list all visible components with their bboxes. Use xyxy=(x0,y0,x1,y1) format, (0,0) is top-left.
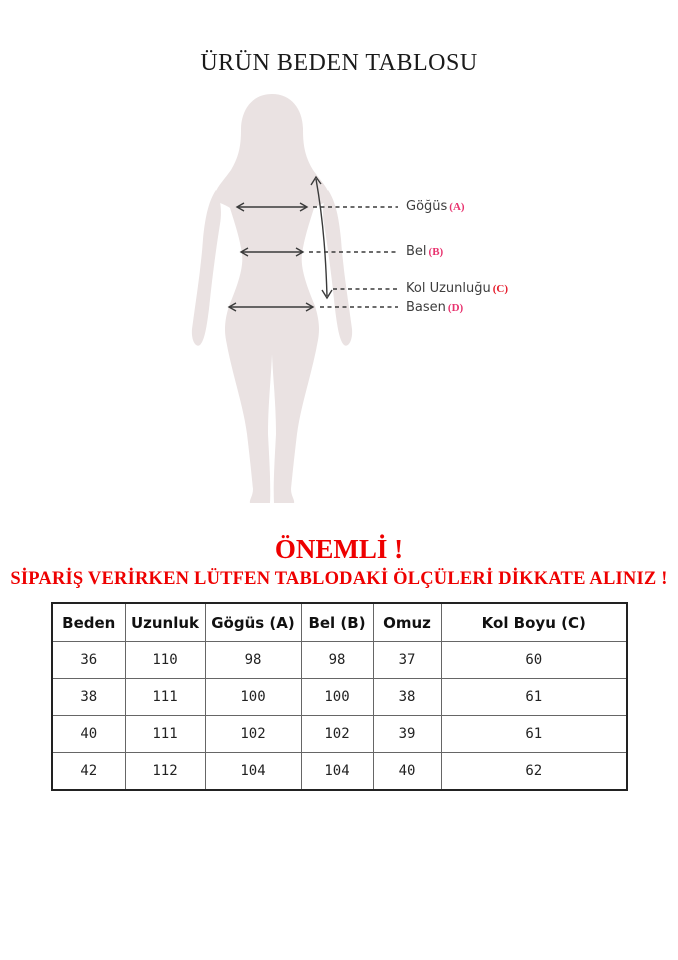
female-silhouette xyxy=(192,94,352,503)
chest-label-code: (A) xyxy=(449,201,465,213)
size-table-column-header: Uzunluk xyxy=(125,603,205,642)
size-table-column-header: Beden xyxy=(52,603,125,642)
size-table-cell: 40 xyxy=(373,753,441,791)
size-table-cell: 104 xyxy=(205,753,301,791)
size-table-cell: 112 xyxy=(125,753,205,791)
size-table-column-header: Omuz xyxy=(373,603,441,642)
hip-label-text: Basen xyxy=(406,300,446,315)
size-table-column-header: Gögüs (A) xyxy=(205,603,301,642)
size-table-cell: 102 xyxy=(205,716,301,753)
waist-label-text: Bel xyxy=(406,244,427,259)
waist-label-code: (B) xyxy=(428,246,444,258)
chest-label-text: Göğüs xyxy=(406,199,448,214)
size-table-row xyxy=(52,716,627,753)
size-table-cell: 38 xyxy=(373,679,441,716)
important-warning-text: SİPARİŞ VERİRKEN LÜTFEN TABLODAKİ ÖLÇÜLERİ DİKKATE ALINIZ ! xyxy=(10,569,668,589)
size-table-cell: 61 xyxy=(441,679,627,716)
chest-label xyxy=(406,199,465,215)
size-table-cell: 36 xyxy=(52,642,125,679)
size-table-row xyxy=(52,679,627,716)
size-table-cell: 38 xyxy=(52,679,125,716)
arm-length-label xyxy=(406,281,508,297)
size-table-cell: 98 xyxy=(205,642,301,679)
size-table-cell: 37 xyxy=(373,642,441,679)
size-table-cell: 102 xyxy=(301,716,373,753)
page-title: ÜRÜN BEDEN TABLOSU xyxy=(200,50,478,76)
size-table-cell: 42 xyxy=(52,753,125,791)
size-table-row xyxy=(52,642,627,679)
arm-length-label-code: (C) xyxy=(492,283,509,295)
size-table-cell: 60 xyxy=(441,642,627,679)
hip-label-code: (D) xyxy=(447,302,464,314)
size-table-body xyxy=(52,642,627,791)
size-table-row xyxy=(52,753,627,791)
size-table-cell: 100 xyxy=(205,679,301,716)
size-table-cell: 62 xyxy=(441,753,627,791)
size-table-column-header: Bel (B) xyxy=(301,603,373,642)
body-measurement-diagram xyxy=(0,84,678,515)
arm-length-label-text: Kol Uzunluğu xyxy=(406,281,491,296)
important-heading: ÖNEMLİ ! xyxy=(274,534,404,564)
hip-label xyxy=(406,300,463,316)
size-table-cell: 100 xyxy=(301,679,373,716)
size-table-cell: 111 xyxy=(125,679,205,716)
size-table-cell: 111 xyxy=(125,716,205,753)
size-table-cell: 98 xyxy=(301,642,373,679)
size-table-cell: 110 xyxy=(125,642,205,679)
size-table xyxy=(51,602,628,791)
size-table-cell: 104 xyxy=(301,753,373,791)
size-table-header-row xyxy=(52,603,627,642)
size-table-cell: 61 xyxy=(441,716,627,753)
female-silhouette-diagram xyxy=(0,84,678,515)
size-table-cell: 40 xyxy=(52,716,125,753)
size-table-cell: 39 xyxy=(373,716,441,753)
size-table-column-header: Kol Boyu (C) xyxy=(441,603,627,642)
waist-label xyxy=(406,244,443,260)
size-table-header xyxy=(52,603,627,642)
